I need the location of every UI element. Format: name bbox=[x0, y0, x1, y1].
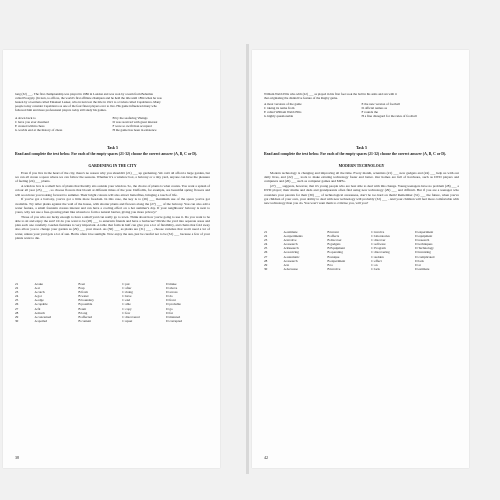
answer-option-c: C sudden bbox=[371, 254, 384, 259]
answer-option-a: A in bbox=[283, 262, 290, 267]
left-task-title: Task 5 bbox=[106, 145, 119, 150]
intro-line: William Webb Ellis who with (22) ___ as played in his first foot took the ball in his arms and ran with it bbox=[264, 92, 397, 96]
question-number: 21 bbox=[15, 282, 19, 286]
answer-option-d: D equipment bbox=[415, 234, 433, 239]
answer-row bbox=[15, 319, 210, 323]
answer-option-a: A fit bbox=[34, 306, 41, 311]
option: A down back to bbox=[15, 116, 36, 120]
answer-option-d: D do bbox=[166, 294, 173, 299]
answer-option-b: B Equipment bbox=[327, 246, 345, 251]
question-number: 28 bbox=[264, 258, 268, 263]
answer-option-a: A edge bbox=[34, 298, 44, 303]
intro-line: that originating the distinctive feature of the Rugby game. bbox=[264, 96, 338, 100]
answer-option-a: A at bbox=[34, 286, 40, 291]
question-number: 22 bbox=[264, 234, 268, 239]
answer-option-c: C lack bbox=[371, 266, 380, 271]
answer-option-d: D across bbox=[166, 290, 178, 295]
answer-option-a: A capable bbox=[34, 302, 48, 307]
question-number: 24 bbox=[15, 294, 19, 299]
answer-option-b: B possible bbox=[78, 302, 93, 307]
answer-option-d: D complicated bbox=[415, 254, 435, 259]
answer-option-c: C after bbox=[122, 286, 132, 291]
answer-option-d: D make bbox=[166, 282, 177, 286]
option: C have you ever dreamed bbox=[15, 120, 49, 125]
answer-option-c: C able bbox=[122, 302, 131, 307]
answer-option-b: B content bbox=[78, 318, 92, 323]
option: E called William Webb Ellis bbox=[264, 110, 302, 115]
answer-option-b: B unique bbox=[327, 254, 340, 259]
answer-option-d: D research bbox=[415, 238, 430, 243]
question-number: 28 bbox=[15, 310, 19, 315]
paragraph: Even if you live in the heart of the city, there's no reason why you shouldn't (21) ___ up gardening. We can't all afford a large garden, but we can all create a space where we can follow the seasons. Whether it's a window box, a balcony or a tiny yard, anyone can have the pleasure of feeling (24) ___ plants. bbox=[15, 171, 210, 184]
answer-option-a: A estimate bbox=[283, 230, 298, 234]
paragraph: Modern technology is changing and improving all the time. Every month, scientists (21) ___ new gadgets and (24) ___ help us with our daily lives, and (22) ___ tools to make existing technology faster and better. Our homes are full of hardware, such as DVD players and computers and (26) ___ such as computer games and MP3s. bbox=[264, 171, 459, 184]
answer-option-a: A much bbox=[34, 310, 45, 315]
answer-row bbox=[264, 267, 459, 271]
intro-line: followed him and more professional players today still study his games. bbox=[15, 108, 107, 112]
intro-line: called Prosyply. (In turn, to offices, the world's first affiliate champion and he held the title until 1894 when he was bbox=[15, 96, 162, 100]
option: A most versions of the game bbox=[264, 102, 302, 106]
answer-option-b: B boundary bbox=[78, 298, 94, 303]
left-text-title: GARDENING IN THE CITY bbox=[88, 164, 137, 168]
right-text-title: MODERN TECHNOLOGY bbox=[338, 164, 385, 168]
question-number: 29 bbox=[15, 314, 19, 319]
answer-option-b: B from bbox=[78, 290, 88, 295]
option: H the game has been in existence bbox=[112, 128, 157, 133]
intro-line: beaten by a German called Emanuel Lasker, who in turn lost the title in 1921 to a Cuban called Capablanca. Many bbox=[15, 100, 161, 104]
answer-option-c: C Program bbox=[371, 246, 386, 251]
question-number: 30 bbox=[15, 318, 19, 323]
option: F rounds the bbox=[361, 110, 378, 115]
answer-option-a: A experiments bbox=[283, 234, 303, 239]
right-intro bbox=[264, 92, 459, 100]
answer-option-d: D corrupted bbox=[166, 318, 182, 323]
answer-option-b: B to bbox=[327, 262, 333, 267]
answer-option-b: B affects bbox=[327, 234, 340, 239]
question-number: 27 bbox=[15, 306, 19, 311]
question-number: 27 bbox=[264, 254, 268, 259]
question-number: 23 bbox=[264, 238, 268, 243]
answer-option-c: C have bbox=[122, 294, 132, 299]
option: G highly questionable bbox=[264, 114, 294, 119]
intro-line: long (32) ___. The first championship was played in 1986 in London and was won by a team from Bohemia bbox=[15, 92, 153, 96]
answer-option-a: A spoiled bbox=[34, 318, 48, 323]
question-number: 25 bbox=[15, 298, 19, 303]
answer-option-c: C few bbox=[122, 310, 131, 315]
answer-option-b: B long bbox=[78, 310, 88, 315]
option: E the new version of football bbox=[361, 102, 400, 106]
answer-option-a: A receiving bbox=[283, 250, 299, 255]
answer-option-d: D techniques bbox=[415, 242, 433, 247]
answer-option-c: C end bbox=[122, 298, 131, 303]
answer-option-d: D far bbox=[166, 310, 173, 315]
answer-option-a: A take bbox=[34, 282, 44, 286]
question-number: 26 bbox=[264, 250, 268, 255]
answer-option-a: A research bbox=[283, 242, 298, 247]
answer-option-c: C discovering bbox=[371, 250, 390, 255]
answer-option-d: D go bbox=[166, 306, 173, 311]
paragraph: A window box is a small box of plants that literally sits outside your window. So, the choice of plants is what counts. You want a splash of colour all year (25) ___ , so choose flowers that bloom at different times of the year. Daffodils, for example, are beautiful spring flowers and will soon have you looking forward to summer. Their bright colours will also attract butterflies, bringing a touch of life. bbox=[15, 184, 210, 197]
answer-option-a: A research bbox=[283, 258, 298, 263]
answer-option-b: B operating bbox=[327, 250, 343, 255]
answer-option-b: B invent bbox=[327, 230, 339, 234]
answer-option-b: B gadgets bbox=[327, 242, 341, 247]
right-text-body bbox=[264, 171, 459, 205]
answer-option-b: B suit bbox=[78, 306, 87, 311]
page-number: 38 bbox=[15, 455, 19, 460]
answer-option-d: D front bbox=[166, 298, 176, 303]
answer-option-b: B set bbox=[78, 282, 86, 286]
answer-option-d: D experiment bbox=[415, 230, 434, 234]
question-number: 29 bbox=[264, 262, 268, 267]
answer-option-c: C discover bbox=[371, 238, 386, 243]
answer-option-a: A involve bbox=[283, 238, 297, 243]
option: C taking its name from bbox=[264, 106, 295, 111]
question-number: 21 bbox=[264, 230, 268, 234]
answer-option-d: D above bbox=[166, 286, 178, 291]
answer-option-d: D inventing bbox=[415, 250, 431, 255]
left-page bbox=[3, 50, 220, 468]
right-task4-options bbox=[264, 102, 459, 118]
answer-option-c: C upset bbox=[122, 318, 133, 323]
answer-option-c: C put bbox=[122, 282, 130, 286]
question-number: 30 bbox=[264, 266, 268, 271]
question-number: 26 bbox=[15, 302, 19, 307]
right-page bbox=[252, 50, 469, 468]
option: E created within chess bbox=[15, 124, 45, 129]
answer-option-d: D estimate bbox=[415, 266, 430, 271]
option: B by the seafaring Vikings bbox=[112, 116, 148, 120]
left-intro bbox=[15, 92, 210, 112]
paragraph: (27) ___ suggests, however, that it's young people who are best able to deal with this change. Young teenagers have no problem (28) ___ a DVD player; their mums and dads and grandparents often find using new technology (29) ___ and difficult. But if you are a teenager who considers your parents for their (30) ___ of technological awareness, don't be too hard on them! Remember (31) ___ the future, when you've got children of your own, your ability to deal with new technology will probably (32) ___ . And your children will feel more comfortable with new technology than you do. You won't want them to criticise you, will you? bbox=[264, 184, 459, 206]
answer-option-b: B affected bbox=[78, 314, 92, 319]
left-task4-options bbox=[15, 116, 210, 132]
answer-option-b: B up bbox=[78, 286, 85, 291]
question-number: 22 bbox=[15, 286, 19, 291]
left-answer-table bbox=[15, 282, 210, 323]
answer-option-b: B involve bbox=[327, 266, 341, 271]
question-number: 23 bbox=[15, 290, 19, 295]
option: H a fine disregard for the rules of football bbox=[361, 114, 417, 119]
answer-option-c: C discovered bbox=[122, 314, 140, 319]
answer-option-d: D at bbox=[415, 262, 421, 267]
answer-option-b: B discover bbox=[327, 238, 342, 243]
answer-option-a: A automatic bbox=[283, 254, 300, 259]
answer-option-c: C involve bbox=[371, 230, 385, 234]
answer-option-a: A decrease bbox=[283, 266, 298, 271]
answer-option-c: C copy bbox=[122, 306, 132, 311]
question-number: 24 bbox=[264, 242, 268, 247]
right-task-title: Task 5 bbox=[355, 145, 368, 150]
option: D official names as bbox=[361, 106, 387, 111]
answer-option-d: D Technology bbox=[415, 246, 434, 251]
right-task-instruction: Read and complete the text below. For each of the empty spaces (21-32) choose the correct answer (A, B, C or D). bbox=[264, 152, 447, 156]
paragraph: Those of you who are lucky enough to have a small yard can really go to town. Think about how you're going to use it. Do you want to be able to sit and enjoy the sun? Or do you want to be (28) ___ to entertain friends and have a barbecue? Divide the yard into separate areas and plan each one carefully. Garden furniture is very important. A table that folds in half can give you a lot of flexibility, and chairs that fold away also allow you to change your garden as (29) ___ your mood. As (30) ___ as plants are (31) ___ , choose varieties that won't need a lot of water, unless your yard gets a lot of sun. Herbs often love sunlight. Now enjoy the sun, just be careful not to be (32) ___ because a few of your plants want to die. bbox=[15, 214, 210, 240]
paragraph: If you've got a balcony, you've got a little more freedom. In this case, the key is to (26) ___ maximum use of the space you've got available. Try taller plants against the wall of the house, with shorter plants and flowers along the (27) ___ of the balcony. You can also add a water feature, a small fountain creates interest and can have a cooling effect on a hot summer's day. If your neighbours' balcony is next to yours, why not use a free-growing plant like wisteria to form a natural barrier, giving you more privacy? bbox=[15, 197, 210, 215]
answer-option-c: C effect bbox=[371, 258, 382, 263]
answer-option-c: C software bbox=[371, 242, 386, 247]
page-number: 42 bbox=[264, 455, 268, 460]
answer-option-c: C rising bbox=[122, 290, 133, 295]
left-text-body bbox=[15, 171, 210, 240]
answer-option-a: A concerned bbox=[34, 314, 52, 319]
answer-option-a: A catch bbox=[34, 290, 45, 295]
answer-option-b: B experiment bbox=[327, 258, 346, 263]
option: D was received with great interest bbox=[112, 120, 158, 125]
intro-line: people today consider Capablanca as one of the four finest players ever to live. His game influenced many who bbox=[15, 104, 157, 108]
option: G worlds end at the history of chess bbox=[15, 128, 63, 133]
answer-option-c: C laboratories bbox=[371, 234, 390, 239]
right-answer-table bbox=[264, 230, 459, 271]
answer-option-d: D matured bbox=[166, 314, 181, 319]
answer-option-a: A got bbox=[34, 294, 42, 299]
answer-option-d: D probable bbox=[166, 302, 181, 307]
book-gutter bbox=[246, 44, 249, 474]
option: F were so swift than accepted bbox=[112, 124, 152, 129]
answer-option-c: C on bbox=[371, 262, 378, 267]
question-number: 25 bbox=[264, 246, 268, 251]
answer-option-d: D lack bbox=[415, 258, 424, 263]
left-task-instruction: Read and complete the text below. For each of the empty spaces (21-32) choose the correct answer (A, B, C or D). bbox=[15, 152, 198, 156]
answer-option-a: A Research bbox=[283, 246, 299, 251]
answer-option-b: B water bbox=[78, 294, 89, 299]
